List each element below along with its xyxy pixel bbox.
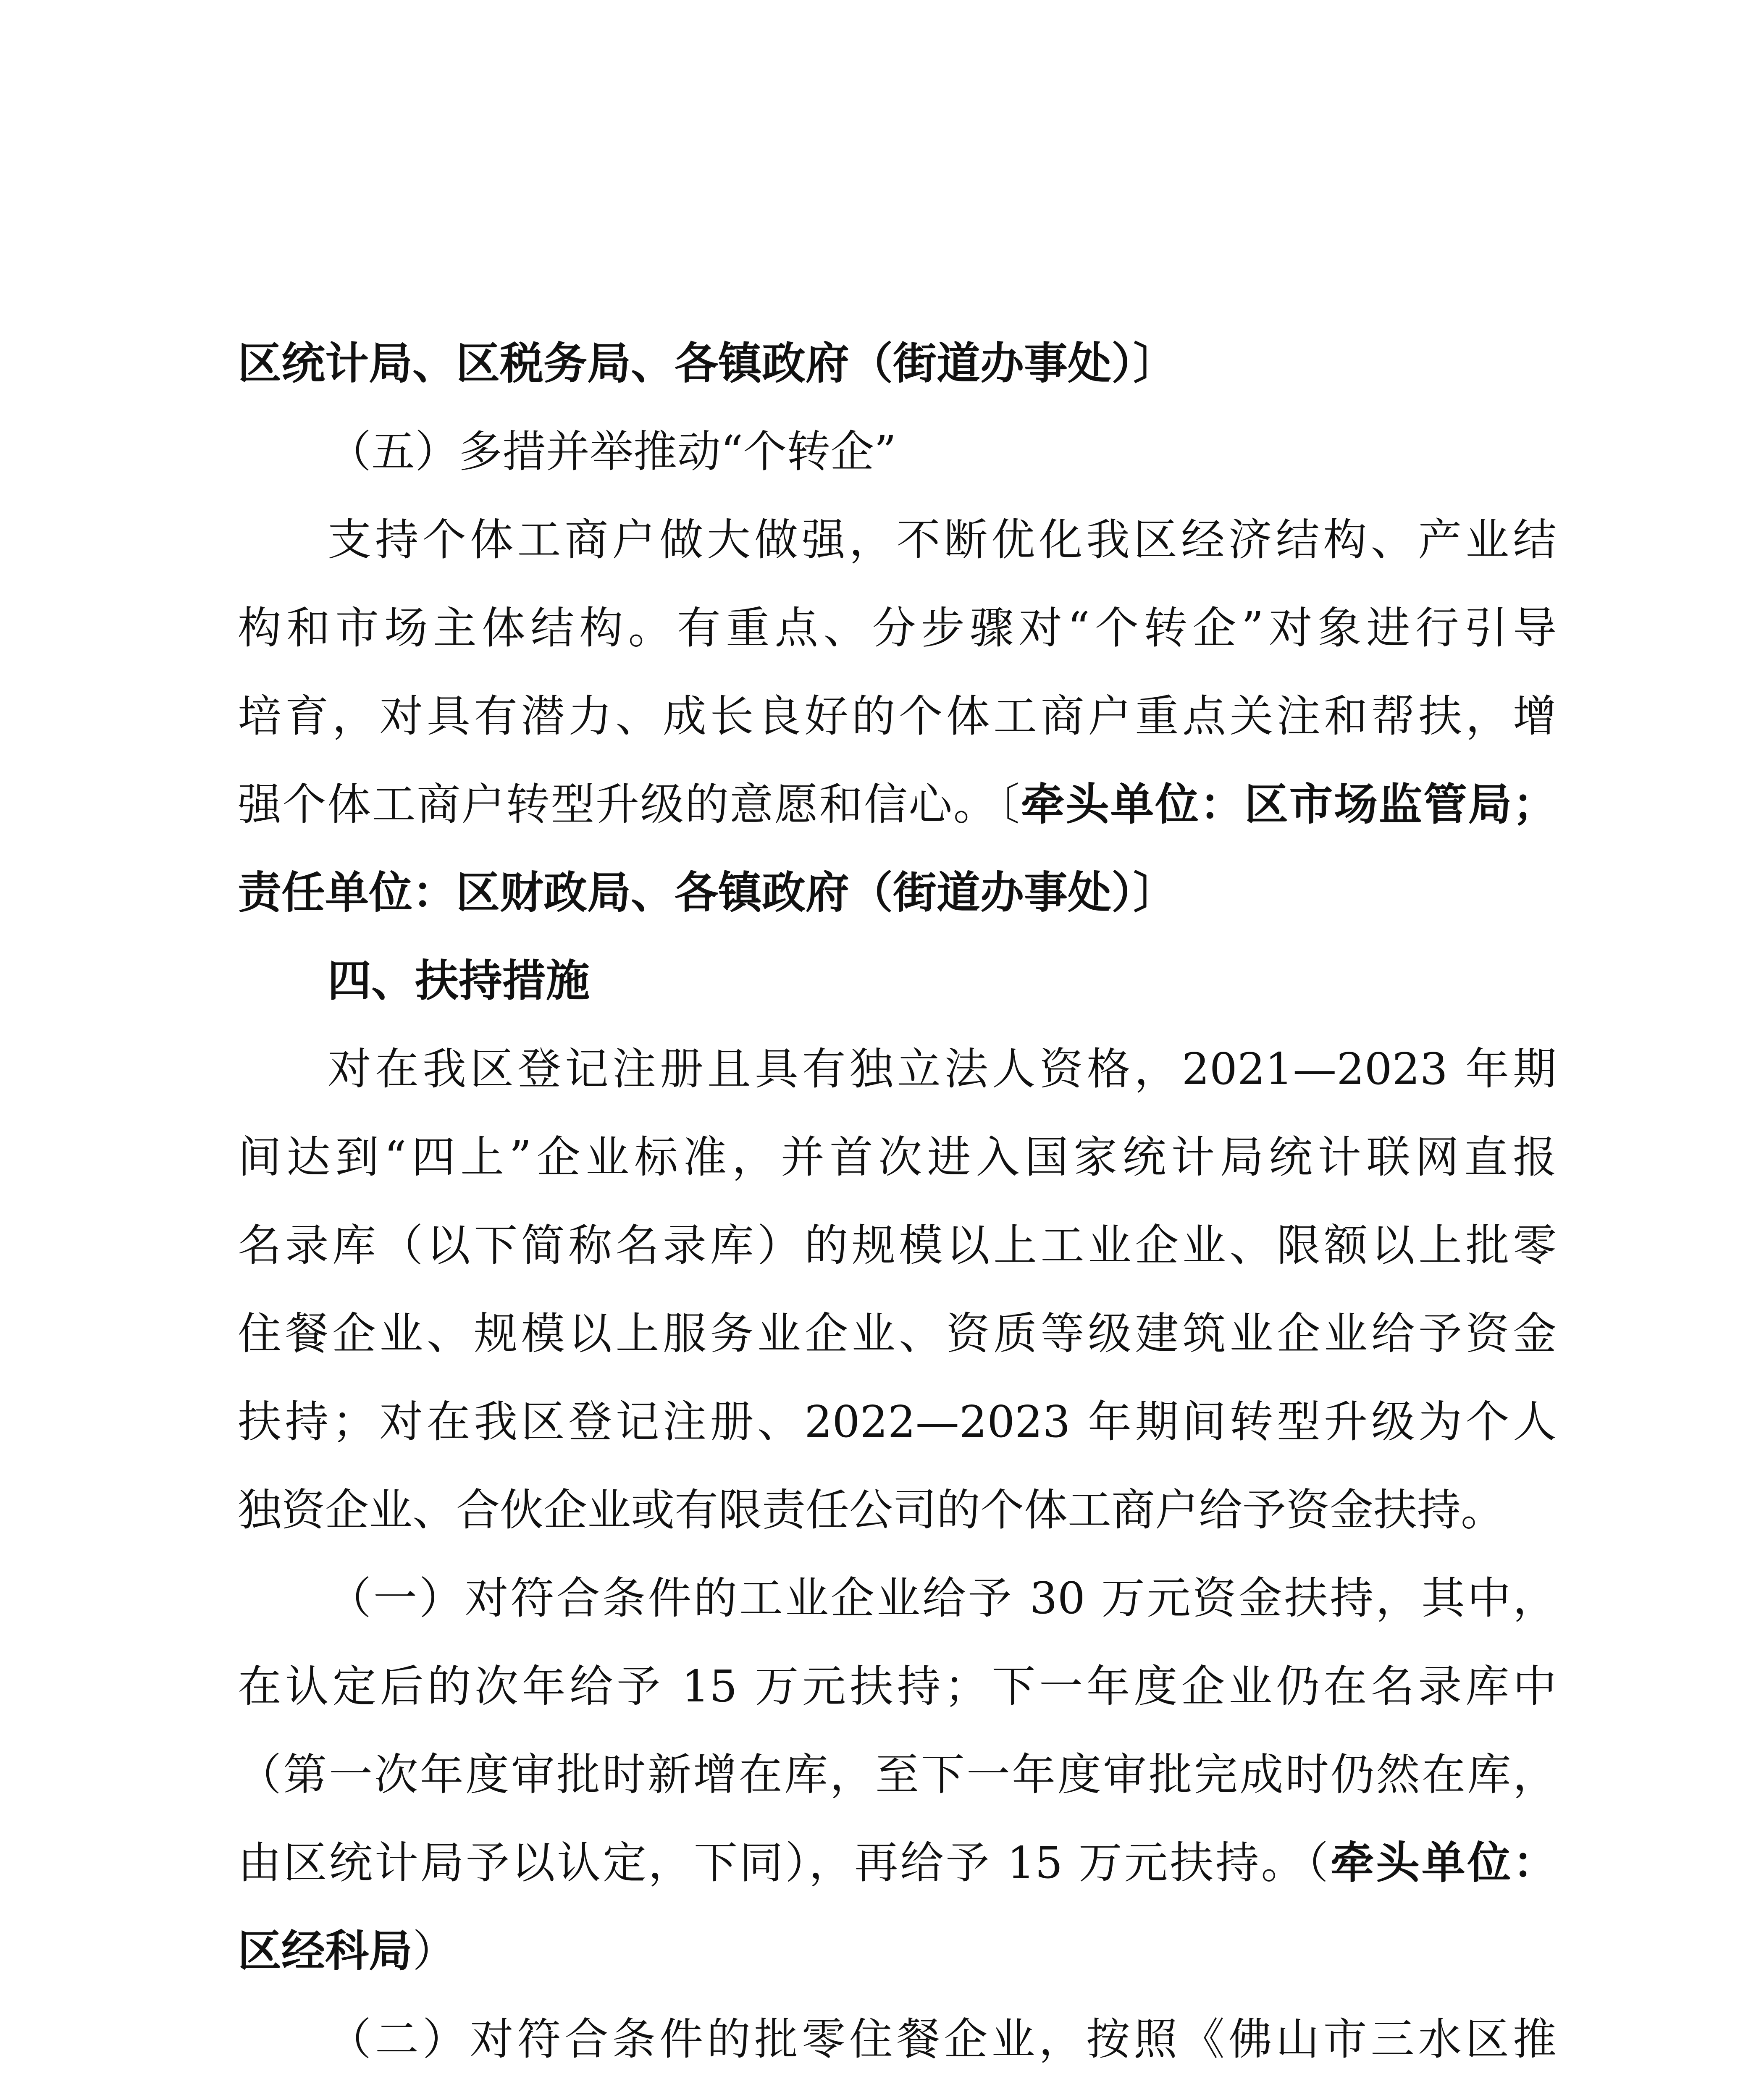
text-span: 强个体工商户转型升级的意愿和信心。〔 bbox=[238, 779, 1021, 830]
text-line bbox=[238, 685, 1557, 748]
text-line bbox=[238, 1214, 1557, 1277]
text-span: 支持个体工商户做大做强，不断优化我区经济结构、产业结 bbox=[328, 514, 1557, 565]
text-span: （五）多措并举推动“个转企” bbox=[328, 426, 897, 477]
text-line bbox=[238, 1478, 1557, 1541]
bold-text: 责任单位：区财政局、各镇政府（街道办事处）〕 bbox=[238, 867, 1177, 918]
text-span: （二）对符合条件的批零住餐企业，按照《佛山市三水区推 bbox=[328, 2013, 1557, 2065]
text-line bbox=[238, 1831, 1557, 1894]
text-line bbox=[238, 1655, 1557, 1718]
text-line bbox=[238, 1126, 1557, 1189]
text-span: 间达到“四上”企业标准，并首次进入国家统计局统计联网直报 bbox=[238, 1131, 1557, 1183]
bold-text: 牵头单位：区市场监管局； bbox=[1021, 779, 1557, 830]
text-line bbox=[238, 861, 1557, 924]
text-line bbox=[238, 2096, 1557, 2100]
text-line bbox=[238, 1919, 1557, 1982]
text-span: 对在我区登记注册且具有独立法人资格，2021—2023 年期 bbox=[328, 1043, 1557, 1095]
text-span: 构和市场主体结构。有重点、分步骤对“个转企”对象进行引导 bbox=[238, 602, 1557, 654]
bold-text: 区统计局、区税务局、各镇政府（街道办事处）〕 bbox=[238, 338, 1177, 389]
section-subheading bbox=[328, 420, 1557, 483]
text-line bbox=[238, 332, 1557, 395]
text-line bbox=[238, 1743, 1557, 1806]
text-span: 培育，对具有潜力、成长良好的个体工商户重点关注和帮扶，增 bbox=[238, 690, 1557, 742]
bold-text: 区经科局 bbox=[238, 1925, 413, 1977]
text-line bbox=[238, 773, 1557, 836]
text-span: 名录库（以下简称名录库）的规模以上工业企业、限额以上批零 bbox=[238, 1220, 1557, 1271]
text-span: 住餐企业、规模以上服务业企业、资质等级建筑业企业给予资金 bbox=[238, 1308, 1557, 1359]
section-heading bbox=[328, 949, 1557, 1012]
text-line bbox=[328, 508, 1557, 571]
text-span: 扶持；对在我区登记注册、2022—2023 年期间转型升级为个人 bbox=[238, 1396, 1557, 1447]
text-span: ） bbox=[412, 1925, 457, 1977]
text-span: （第一次年度审批时新增在库，至下一年度审批完成时仍然在库， bbox=[238, 1749, 1557, 1800]
heading-text: 四、扶持措施 bbox=[328, 955, 590, 1006]
text-span: 独资企业、合伙企业或有限责任公司的个体工商户给予资金扶持。 bbox=[238, 1484, 1505, 1536]
text-span: （一）对符合条件的工业企业给予 30 万元资金扶持，其中， bbox=[328, 1572, 1557, 1624]
bold-text: 牵头单位： bbox=[1330, 1837, 1557, 1888]
text-line bbox=[328, 1567, 1557, 1630]
text-line bbox=[238, 1390, 1557, 1453]
text-line bbox=[328, 2008, 1557, 2071]
text-span: 由区统计局予以认定，下同），再给予 15 万元扶持。（ bbox=[238, 1837, 1331, 1888]
text-line bbox=[238, 1302, 1557, 1365]
text-span: 在认定后的次年给予 15 万元扶持；下一年度企业仍在名录库中 bbox=[238, 1661, 1557, 1712]
text-line bbox=[328, 1037, 1557, 1100]
text-line bbox=[238, 596, 1557, 659]
